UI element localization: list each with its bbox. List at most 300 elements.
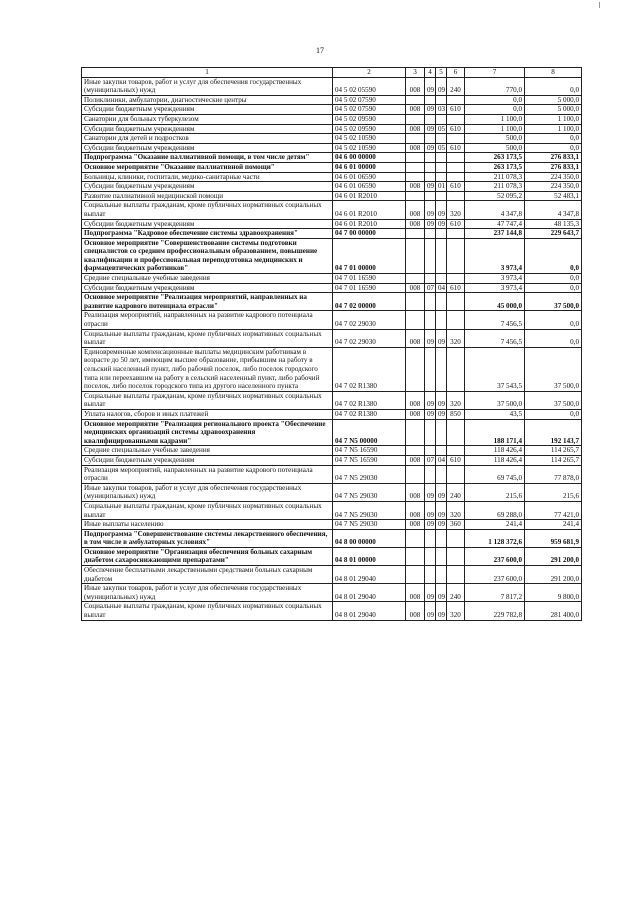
row-amount-year1: 3 973,4 [465, 274, 525, 284]
row-amount-year2: 276 833,1 [525, 153, 582, 163]
row-ministry-code [406, 191, 425, 201]
row-ministry-code [406, 229, 425, 239]
row-target-code: 04 7 02 29030 [333, 311, 406, 329]
row-amount-year2: 0,0 [525, 274, 582, 284]
table-row [82, 566, 582, 584]
row-amount-year2: 9 800,0 [525, 584, 582, 602]
row-amount-year1: 118 426,4 [465, 446, 525, 456]
row-expense-type-code [447, 172, 465, 182]
row-ministry-code: 008 [406, 520, 425, 530]
row-name: Обеспечение бесплатными лекарственными средствами больных сахарным диабетом [82, 566, 333, 584]
row-section-code [425, 229, 436, 239]
row-ministry-code [406, 419, 425, 446]
row-ministry-code: 008 [406, 124, 425, 134]
row-target-code: 04 7 N5 29030 [333, 520, 406, 530]
row-ministry-code [406, 465, 425, 483]
row-subsection-code [436, 134, 447, 144]
row-subsection-code: 09 [436, 77, 447, 95]
row-amount-year2: 0,0 [525, 311, 582, 329]
row-name: Подпрограмма "Совершенствование системы лекарственного обеспечения, в том числе в амбулаторных условиях" [82, 529, 333, 547]
row-amount-year2: 1 100,0 [525, 124, 582, 134]
row-amount-year2: 224 350,0 [525, 172, 582, 182]
row-section-code [425, 238, 436, 273]
row-name: Единовременные компенсационные выплаты медицинским работникам в возрасте до 50 лет, имеющим высшее образование, прибывшим на работу в сельский населенный пункт, либо рабочий поселок, либо поселок городского типа или переехавшим на работу в сельский населенный пункт, либо рабочий поселок, либо поселок городского типа из другого населенного пункта [82, 347, 333, 391]
row-expense-type-code [447, 191, 465, 201]
row-name: Социальные выплаты гражданам, кроме публичных нормативных социальных выплат [82, 391, 333, 409]
row-section-code: 07 [425, 283, 436, 293]
row-subsection-code: 04 [436, 283, 447, 293]
row-section-code [425, 274, 436, 284]
row-amount-year1: 7 817,2 [465, 584, 525, 602]
row-amount-year1: 237 600,0 [465, 566, 525, 584]
row-target-code: 04 7 02 R1380 [333, 347, 406, 391]
row-expense-type-code: 610 [447, 105, 465, 115]
row-expense-type-code [447, 229, 465, 239]
row-subsection-code: 09 [436, 520, 447, 530]
row-target-code: 04 7 01 00000 [333, 238, 406, 273]
row-subsection-code [436, 162, 447, 172]
row-amount-year2: 52 483,1 [525, 191, 582, 201]
row-ministry-code: 008 [406, 501, 425, 519]
row-section-code [425, 566, 436, 584]
row-section-code [425, 153, 436, 163]
row-amount-year2: 224 350,0 [525, 182, 582, 192]
table-row [82, 191, 582, 201]
row-amount-year1: 69 288,0 [465, 501, 525, 519]
row-name: Субсидии бюджетным учреждениям [82, 105, 333, 115]
row-name: Основное мероприятие "Организация обеспечения больных сахарным диабетом сахароснижающими препаратами" [82, 547, 333, 565]
row-expense-type-code [447, 238, 465, 273]
row-subsection-code [436, 293, 447, 311]
row-amount-year2: 291 200,0 [525, 566, 582, 584]
row-amount-year2: 114 265,7 [525, 446, 582, 456]
row-target-code: 04 7 00 00000 [333, 229, 406, 239]
row-section-code: 09 [425, 77, 436, 95]
row-name: Социальные выплаты гражданам, кроме публичных нормативных социальных выплат [82, 602, 333, 620]
row-target-code: 04 6 01 06590 [333, 172, 406, 182]
row-target-code: 04 6 01 00000 [333, 162, 406, 172]
row-name: Поликлиники, амбулатории, диагностические центры [82, 95, 333, 105]
row-subsection-code [436, 191, 447, 201]
row-amount-year1: 118 426,4 [465, 455, 525, 465]
row-expense-type-code: 320 [447, 391, 465, 409]
row-ministry-code: 008 [406, 219, 425, 229]
table-row [82, 229, 582, 239]
row-expense-type-code: 320 [447, 329, 465, 347]
row-target-code: 04 6 00 00000 [333, 153, 406, 163]
row-expense-type-code [447, 419, 465, 446]
row-section-code [425, 114, 436, 124]
row-target-code: 04 6 01 06590 [333, 182, 406, 192]
row-expense-type-code: 240 [447, 77, 465, 95]
table-row [82, 409, 582, 419]
row-ministry-code: 008 [406, 391, 425, 409]
row-name: Реализация мероприятий, направленных на развитие кадрового потенциала отрасли [82, 465, 333, 483]
row-name: Субсидии бюджетным учреждениям [82, 124, 333, 134]
table-row [82, 114, 582, 124]
header-col-1: 1 [82, 68, 333, 78]
row-section-code [425, 134, 436, 144]
row-name: Больницы, клиники, госпитали, медико-санитарные части [82, 172, 333, 182]
row-name: Иные закупки товаров, работ и услуг для обеспечения государственных (муниципальных) нужд [82, 584, 333, 602]
row-ministry-code: 008 [406, 329, 425, 347]
row-ministry-code: 008 [406, 77, 425, 95]
row-section-code [425, 95, 436, 105]
row-amount-year1: 3 973,4 [465, 238, 525, 273]
row-ministry-code [406, 566, 425, 584]
row-target-code: 04 8 01 29040 [333, 566, 406, 584]
table-row [82, 283, 582, 293]
table-row [82, 77, 582, 95]
row-section-code: 09 [425, 219, 436, 229]
row-amount-year1: 43,5 [465, 409, 525, 419]
table-row [82, 584, 582, 602]
row-name: Подпрограмма "Кадровое обеспечение системы здравоохранения" [82, 229, 333, 239]
row-name: Развитие паллиативной медицинской помощи [82, 191, 333, 201]
row-amount-year1: 237 144,8 [465, 229, 525, 239]
row-section-code [425, 547, 436, 565]
row-subsection-code: 09 [436, 409, 447, 419]
row-amount-year2: 276 833,1 [525, 162, 582, 172]
row-target-code: 04 7 N5 29030 [333, 501, 406, 519]
table-row [82, 465, 582, 483]
table-row [82, 455, 582, 465]
table-body [82, 77, 582, 620]
row-subsection-code: 09 [436, 201, 447, 219]
row-ministry-code: 008 [406, 584, 425, 602]
row-target-code: 04 7 N5 16590 [333, 455, 406, 465]
row-amount-year1: 52 095,2 [465, 191, 525, 201]
row-amount-year2: 0,0 [525, 143, 582, 153]
row-section-code: 09 [425, 584, 436, 602]
row-ministry-code [406, 293, 425, 311]
row-ministry-code: 008 [406, 143, 425, 153]
table-row [82, 95, 582, 105]
row-ministry-code: 008 [406, 201, 425, 219]
row-target-code: 04 5 02 07590 [333, 105, 406, 115]
row-ministry-code: 008 [406, 182, 425, 192]
row-amount-year1: 263 173,5 [465, 162, 525, 172]
row-subsection-code [436, 172, 447, 182]
row-section-code: 09 [425, 329, 436, 347]
row-section-code [425, 162, 436, 172]
row-target-code: 04 5 02 05590 [333, 77, 406, 95]
row-amount-year2: 37 500,0 [525, 347, 582, 391]
row-expense-type-code [447, 134, 465, 144]
table-row [82, 293, 582, 311]
page-number: 17 [316, 46, 324, 55]
row-target-code: 04 6 01 R2010 [333, 191, 406, 201]
row-ministry-code [406, 274, 425, 284]
row-amount-year1: 211 078,3 [465, 172, 525, 182]
row-name: Основное мероприятие "Реализация регионального проекта "Обеспечение медицинских организаций системы здравоохранения квалифицированными кадрами" [82, 419, 333, 446]
row-section-code [425, 172, 436, 182]
row-section-code [425, 529, 436, 547]
row-target-code: 04 7 N5 00000 [333, 419, 406, 446]
table-row [82, 172, 582, 182]
row-section-code [425, 293, 436, 311]
row-amount-year2: 229 643,7 [525, 229, 582, 239]
row-name: Социальные выплаты гражданам, кроме публичных нормативных социальных выплат [82, 329, 333, 347]
row-subsection-code [436, 529, 447, 547]
header-col-5: 5 [436, 68, 447, 78]
row-amount-year1: 1 100,0 [465, 114, 525, 124]
row-amount-year2: 0,0 [525, 329, 582, 347]
row-ministry-code [406, 114, 425, 124]
row-expense-type-code [447, 293, 465, 311]
row-target-code: 04 8 01 29040 [333, 602, 406, 620]
row-expense-type-code [447, 311, 465, 329]
table-row [82, 201, 582, 219]
row-subsection-code [436, 114, 447, 124]
row-subsection-code: 04 [436, 455, 447, 465]
row-amount-year2: 1 100,0 [525, 114, 582, 124]
row-subsection-code: 09 [436, 329, 447, 347]
table-row [82, 520, 582, 530]
row-expense-type-code [447, 566, 465, 584]
row-section-code: 09 [425, 483, 436, 501]
row-name: Социальные выплаты гражданам, кроме публичных нормативных социальных выплат [82, 201, 333, 219]
row-amount-year1: 237 600,0 [465, 547, 525, 565]
row-subsection-code [436, 446, 447, 456]
row-amount-year2: 959 681,9 [525, 529, 582, 547]
row-expense-type-code: 610 [447, 455, 465, 465]
row-expense-type-code [447, 529, 465, 547]
row-ministry-code: 008 [406, 483, 425, 501]
table-row [82, 219, 582, 229]
table-header-row [82, 68, 582, 78]
row-ministry-code [406, 162, 425, 172]
table-row [82, 602, 582, 620]
row-ministry-code: 008 [406, 409, 425, 419]
row-amount-year1: 37 500,0 [465, 391, 525, 409]
row-subsection-code [436, 311, 447, 329]
row-subsection-code: 03 [436, 105, 447, 115]
table-row [82, 238, 582, 273]
header-col-3: 3 [406, 68, 425, 78]
row-amount-year1: 1 100,0 [465, 124, 525, 134]
header-col-7: 7 [465, 68, 525, 78]
row-amount-year1: 3 973,4 [465, 283, 525, 293]
row-subsection-code: 09 [436, 483, 447, 501]
table-row [82, 391, 582, 409]
row-name: Уплата налогов, сборов и иных платежей [82, 409, 333, 419]
scan-mark [599, 2, 600, 8]
row-amount-year1: 7 456,5 [465, 311, 525, 329]
row-target-code: 04 7 02 29030 [333, 329, 406, 347]
row-name: Подпрограмма "Оказание паллиативной помощи, в том числе детям" [82, 153, 333, 163]
row-name: Санатории для больных туберкулезом [82, 114, 333, 124]
row-amount-year1: 770,0 [465, 77, 525, 95]
row-amount-year2: 0,0 [525, 134, 582, 144]
row-amount-year1: 37 543,5 [465, 347, 525, 391]
row-expense-type-code: 610 [447, 283, 465, 293]
row-amount-year2: 37 500,0 [525, 293, 582, 311]
row-name: Средние специальные учебные заведения [82, 446, 333, 456]
row-target-code: 04 5 02 10590 [333, 134, 406, 144]
row-ministry-code [406, 311, 425, 329]
row-subsection-code: 01 [436, 182, 447, 192]
row-expense-type-code: 320 [447, 501, 465, 519]
row-amount-year1: 4 347,8 [465, 201, 525, 219]
row-target-code: 04 7 02 R1380 [333, 409, 406, 419]
row-target-code: 04 6 01 R2010 [333, 201, 406, 219]
row-expense-type-code: 240 [447, 483, 465, 501]
row-subsection-code [436, 274, 447, 284]
row-ministry-code [406, 529, 425, 547]
table-row [82, 529, 582, 547]
row-amount-year1: 215,6 [465, 483, 525, 501]
row-amount-year1: 500,0 [465, 143, 525, 153]
row-name: Основное мероприятие "Реализация мероприятий, направленных на развитие кадрового потенциала отрасли" [82, 293, 333, 311]
header-col-8: 8 [525, 68, 582, 78]
row-ministry-code [406, 347, 425, 391]
row-amount-year1: 188 171,4 [465, 419, 525, 446]
row-expense-type-code [447, 114, 465, 124]
row-name: Иные выплаты населению [82, 520, 333, 530]
row-section-code [425, 311, 436, 329]
row-name: Субсидии бюджетным учреждениям [82, 182, 333, 192]
row-ministry-code [406, 547, 425, 565]
row-section-code: 09 [425, 124, 436, 134]
row-amount-year1: 229 782,8 [465, 602, 525, 620]
row-amount-year1: 45 000,0 [465, 293, 525, 311]
row-name: Социальные выплаты гражданам, кроме публичных нормативных социальных выплат [82, 501, 333, 519]
row-subsection-code: 05 [436, 143, 447, 153]
row-expense-type-code: 610 [447, 124, 465, 134]
row-subsection-code [436, 419, 447, 446]
row-section-code: 09 [425, 182, 436, 192]
row-target-code: 04 7 01 16590 [333, 274, 406, 284]
header-col-4: 4 [425, 68, 436, 78]
row-name: Иные закупки товаров, работ и услуг для обеспечения государственных (муниципальных) нужд [82, 483, 333, 501]
row-amount-year1: 0,0 [465, 95, 525, 105]
row-section-code [425, 465, 436, 483]
row-target-code: 04 8 00 00000 [333, 529, 406, 547]
table-row [82, 311, 582, 329]
row-expense-type-code: 610 [447, 182, 465, 192]
row-section-code [425, 347, 436, 391]
row-subsection-code: 05 [436, 124, 447, 134]
row-section-code: 07 [425, 455, 436, 465]
row-name: Субсидии бюджетным учреждениям [82, 455, 333, 465]
row-subsection-code [436, 153, 447, 163]
row-expense-type-code: 360 [447, 520, 465, 530]
budget-table [81, 67, 582, 621]
table-row [82, 347, 582, 391]
row-expense-type-code [447, 153, 465, 163]
row-ministry-code: 008 [406, 283, 425, 293]
table-row [82, 483, 582, 501]
row-amount-year2: 4 347,8 [525, 201, 582, 219]
table-row [82, 143, 582, 153]
row-subsection-code: 09 [436, 501, 447, 519]
row-target-code: 04 7 01 16590 [333, 283, 406, 293]
row-target-code: 04 6 01 R2010 [333, 219, 406, 229]
header-col-6: 6 [447, 68, 465, 78]
row-target-code: 04 5 02 09590 [333, 124, 406, 134]
row-amount-year2: 241,4 [525, 520, 582, 530]
header-col-2: 2 [333, 68, 406, 78]
row-amount-year2: 77 878,0 [525, 465, 582, 483]
row-target-code: 04 7 N5 29030 [333, 483, 406, 501]
row-section-code: 09 [425, 520, 436, 530]
row-target-code: 04 8 01 00000 [333, 547, 406, 565]
row-ministry-code [406, 134, 425, 144]
row-amount-year2: 0,0 [525, 77, 582, 95]
row-amount-year2: 0,0 [525, 238, 582, 273]
table-row [82, 446, 582, 456]
row-ministry-code [406, 238, 425, 273]
row-section-code [425, 191, 436, 201]
row-target-code: 04 8 01 29040 [333, 584, 406, 602]
row-subsection-code: 09 [436, 584, 447, 602]
row-name: Субсидии бюджетным учреждениям [82, 219, 333, 229]
row-expense-type-code [447, 465, 465, 483]
row-amount-year1: 263 173,5 [465, 153, 525, 163]
row-ministry-code [406, 153, 425, 163]
row-subsection-code [436, 547, 447, 565]
row-subsection-code [436, 347, 447, 391]
table-row [82, 419, 582, 446]
row-expense-type-code: 850 [447, 409, 465, 419]
row-name: Основное мероприятие "Оказание паллиативной помощи" [82, 162, 333, 172]
row-target-code: 04 7 02 R1380 [333, 391, 406, 409]
row-subsection-code [436, 465, 447, 483]
row-section-code: 09 [425, 391, 436, 409]
row-target-code: 04 7 02 00000 [333, 293, 406, 311]
row-subsection-code [436, 229, 447, 239]
row-amount-year1: 7 456,5 [465, 329, 525, 347]
row-expense-type-code [447, 347, 465, 391]
table-row [82, 329, 582, 347]
row-ministry-code [406, 446, 425, 456]
table-row [82, 182, 582, 192]
row-expense-type-code: 320 [447, 602, 465, 620]
row-section-code [425, 419, 436, 446]
row-amount-year2: 5 000,0 [525, 105, 582, 115]
row-expense-type-code: 320 [447, 201, 465, 219]
row-expense-type-code [447, 274, 465, 284]
row-expense-type-code: 610 [447, 219, 465, 229]
row-ministry-code: 008 [406, 455, 425, 465]
row-section-code: 09 [425, 143, 436, 153]
table-row [82, 162, 582, 172]
row-subsection-code: 09 [436, 391, 447, 409]
row-expense-type-code [447, 162, 465, 172]
row-ministry-code [406, 95, 425, 105]
row-subsection-code [436, 238, 447, 273]
table-row [82, 153, 582, 163]
row-name: Субсидии бюджетным учреждениям [82, 143, 333, 153]
table-row [82, 547, 582, 565]
row-ministry-code [406, 172, 425, 182]
row-amount-year1: 211 078,3 [465, 182, 525, 192]
row-section-code: 09 [425, 602, 436, 620]
row-expense-type-code: 610 [447, 143, 465, 153]
row-expense-type-code: 240 [447, 584, 465, 602]
row-name: Средние специальные учебные заведения [82, 274, 333, 284]
row-ministry-code: 008 [406, 602, 425, 620]
row-amount-year2: 48 135,3 [525, 219, 582, 229]
row-subsection-code: 09 [436, 219, 447, 229]
row-target-code: 04 5 02 09590 [333, 114, 406, 124]
row-name: Субсидии бюджетным учреждениям [82, 283, 333, 293]
row-amount-year1: 47 747,4 [465, 219, 525, 229]
row-amount-year1: 241,4 [465, 520, 525, 530]
row-target-code: 04 7 N5 29030 [333, 465, 406, 483]
row-amount-year2: 291 200,0 [525, 547, 582, 565]
